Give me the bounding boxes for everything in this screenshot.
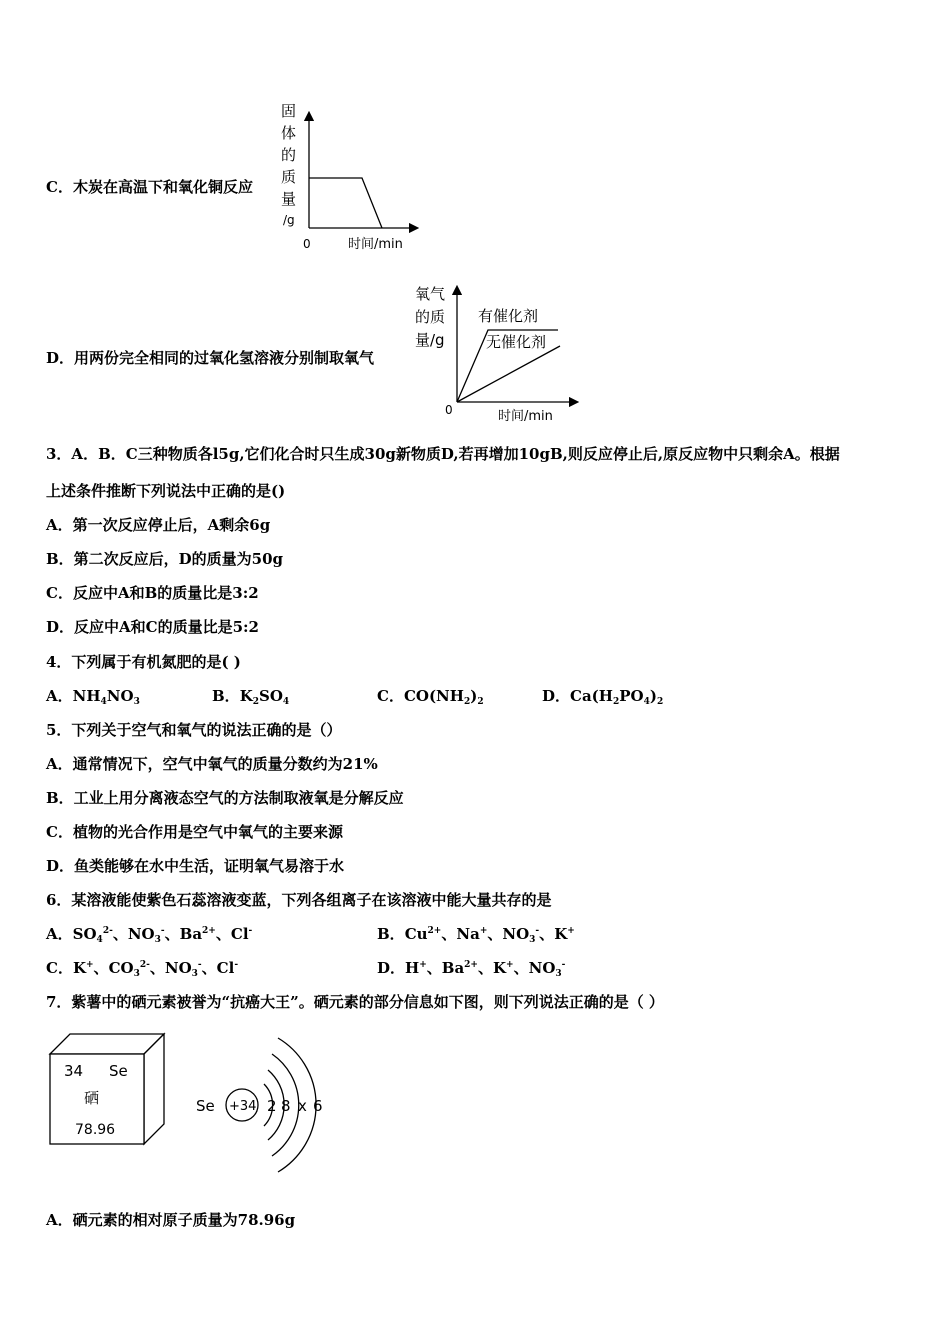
q6-option-d: D．H+、$Ba^{2+}$、K+、$NO_3^-$ xyxy=(377,959,566,979)
nucleus-charge: +34 xyxy=(229,1099,257,1114)
d-line1-label: 有催化剂 xyxy=(478,307,539,325)
q6-stem: 6．某溶液能使紫色石蕊溶液变蓝，下列各组离子在该溶液中能大量共存的是 xyxy=(46,891,552,909)
q7-stem: 7．紫薯中的硒元素被誉为“抗癌大王”。硒元素的部分信息如下图，则下列说法正确的是（ ） xyxy=(46,993,664,1011)
q4-option-a: A．$NH_4NO_3$ xyxy=(46,687,140,707)
shell-1-electrons: 2 xyxy=(267,1097,277,1115)
q5-stem: 5．下列关于空气和氧气的说法正确的是（） xyxy=(46,721,342,739)
card-name: 硒 xyxy=(84,1089,100,1107)
shell-3-electrons: x xyxy=(298,1097,307,1115)
q5-option-d: D．鱼类能够在水中生活，证明氧气易溶于水 xyxy=(46,857,345,875)
q3-option-c: C．反应中A和B的质量比是3:2 xyxy=(46,584,259,602)
q2-option-d-graph xyxy=(412,282,582,428)
atom-symbol: Se xyxy=(196,1097,215,1115)
card-atomic-mass: 78.96 xyxy=(75,1122,116,1138)
c-y-label-6: /g xyxy=(283,213,295,227)
shell-2-electrons: 8 xyxy=(281,1097,291,1115)
q4-option-d: D．$Ca(H_2PO_4)_2$ xyxy=(542,687,664,707)
q6-option-c: C．K+、$CO_3^{2-}$、$NO_3^-$、Cl- xyxy=(46,959,239,979)
card-symbol: Se xyxy=(109,1062,128,1080)
c-y-label-4: 质 xyxy=(281,168,297,186)
c-y-label-1: 固 xyxy=(281,102,297,120)
d-line2-label: 无催化剂 xyxy=(486,333,547,351)
c-y-label-3: 的 xyxy=(281,146,297,164)
c-x-label: 时间/min xyxy=(348,237,403,252)
q6-option-a: A．$SO_4^{2-}$、$NO_3^-$、$Ba^{2+}$、Cl- xyxy=(46,925,253,945)
c-y-label-2: 体 xyxy=(281,124,297,142)
q4-stem: 4．下列属于有机氮肥的是( ) xyxy=(46,653,241,671)
q2-option-c-graph xyxy=(276,98,426,254)
q6-option-b: B．$Cu^{2+}$、Na+、$NO_3^-$、K+ xyxy=(377,925,575,945)
q2-option-c-text: C．木炭在高温下和氧化铜反应 xyxy=(46,178,253,196)
q7-atom-structure-diagram xyxy=(192,1030,342,1180)
q5-option-c: C．植物的光合作用是空气中氧气的主要来源 xyxy=(46,823,343,841)
q7-element-card xyxy=(46,1030,170,1148)
d-line-no-catalyst xyxy=(457,346,560,402)
card-side-face xyxy=(144,1034,164,1144)
q3-option-a: A．第一次反应停止后，A剩余6g xyxy=(46,516,271,534)
q3-stem-line2: 上述条件推断下列说法中正确的是() xyxy=(46,482,286,500)
c-graph-line xyxy=(309,178,382,228)
d-origin: 0 xyxy=(445,403,453,417)
d-y-label-3: 量/g xyxy=(415,331,445,349)
shell-4-electrons: 6 xyxy=(313,1097,323,1115)
q4-option-c: C．$CO(NH_2)_2$ xyxy=(377,687,484,707)
q5-option-a: A．通常情况下，空气中氧气的质量分数约为21% xyxy=(46,755,378,773)
c-origin: 0 xyxy=(303,237,311,251)
card-atomic-number: 34 xyxy=(64,1062,84,1080)
c-y-label-5: 量 xyxy=(281,190,297,208)
d-x-label: 时间/min xyxy=(498,409,553,424)
q4-option-b: B．$K_2SO_4$ xyxy=(212,687,290,707)
d-y-label-2: 的质 xyxy=(415,308,446,326)
q3-option-b: B．第二次反应后，D的质量为50g xyxy=(46,550,284,568)
q3-option-d: D．反应中A和C的质量比是5:2 xyxy=(46,618,259,636)
q7-option-a: A．硒元素的相对原子质量为78.96g xyxy=(46,1211,296,1229)
q2-option-d-text: D．用两份完全相同的过氧化氢溶液分别制取氧气 xyxy=(46,349,375,367)
q3-stem-line1: 3．A．B．C三种物质各l5g,它们化合时只生成30g新物质D,若再增加10gB,则反应停止后,原反应物中只剩余A。根据 xyxy=(46,445,840,463)
q5-option-b: B．工业上用分离液态空气的方法制取液氧是分解反应 xyxy=(46,789,404,807)
d-y-label-1: 氧气 xyxy=(415,285,446,303)
